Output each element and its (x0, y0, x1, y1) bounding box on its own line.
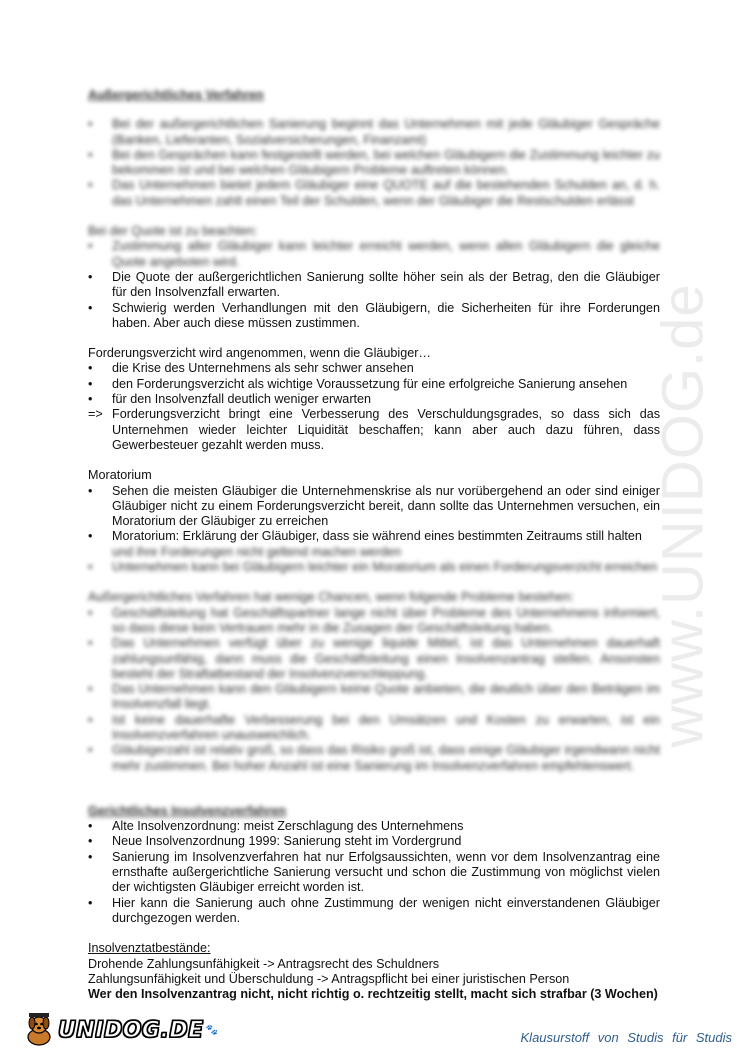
list-item: • Sehen die meisten Gläubiger die Unternehmenskrise als nur vorübergehend an oder sind einiger Gläubiger nicht zu einem Forderungsverzicht bereit, dann sollte das Unternehmen versuchen, ein Moratorium der Gläubiger zu erreichen (88, 483, 660, 529)
section-heading: Außergerichtliches Verfahren (88, 88, 264, 102)
tatbestaende-title: Insolvenztatbestände: (88, 941, 211, 956)
logo-text: UNIDOG.DE (58, 1017, 204, 1043)
paw-icon: 🐾 (205, 1024, 219, 1036)
quote-list (88, 270, 660, 331)
tatbestand-line-bold: Wer den Insolvenzantrag nicht, nicht richtig o. rechtzeitig stellt, macht sich strafbar (3 Wochen) (88, 987, 658, 1002)
list-item: • Sanierung im Insolvenzverfahren hat nur Erfolgsaussichten, wenn vor dem Insolvenzantrag eine ernsthafte außergerichtliche Sanierung versucht und schon die Zustimmung von möglichst vielen der wichtigsten Gläubiger erreicht worden ist. (88, 849, 660, 895)
list-item: • Das Unternehmen bietet jedem Gläubiger eine QUOTE auf die bestehenden Schulden an, d. h. das Unternehmen zahlt einen Teil der Schulden, wenn der Gläubiger die Restschulden erlässt (88, 178, 660, 208)
list-item: • Hier kann die Sanierung auch ohne Zustimmung der wenigen nicht einverstandenen Gläubiger durchgezogen werden. (88, 895, 660, 925)
list-item: • Unternehmen kann bei Gläubigern leichter ein Moratorium als einen Forderungsverzicht erreichen (88, 560, 658, 575)
list-item: • Alte Insolvenzordnung: meist Zerschlagung des Unternehmens (88, 819, 464, 834)
tatbestand-line: Drohende Zahlungsunfähigkeit -> Antragsrecht des Schuldners (88, 956, 440, 971)
list-item: • Bei den Gesprächen kann festgestellt werden, bei welchen Gläubigern die Zustimmung leichter zu bekommen ist und bei welchen Gläubigern Probleme auftreten können. (88, 147, 660, 178)
blurred-section-2: Außergerichtliches Verfahren hat wenige Chancen, wenn folgende Probleme bestehen: • Geschäftsleitung hat Geschäftspartner lange nicht über Probleme des Unternehmens informiert, so dass diese kein Vertrauen mehr in die Zusagen der Geschäftsleitung haben. • Das Unternehmen verfügt über zu wenige liquide Mittel, ist das Unternehmen dauerhaft zahlungsunfähig, dann muss die Geschäftsleitung einen Insolvenzantrag stellen. Ansonsten besteht der Straftatbestand der Insolvenzverschleppung. • Das Unternehmen kann den Gläubigern keine Quote anbieten, die deutlich über den Beträgen im Insolvenzfall liegt. • Ist keine dauerhafte Verbesserung bei den Umsätzen und Kosten zu erwarten, ist ein Insolvenzverfahren unausweichlich. • Gläubigerzahl ist relativ groß, so dass das Risiko groß ist, dass einige Gläubiger irgendwann nicht mehr zustimmen. Bei hoher Anzahl ist eine Sanierung im Insolvenzverfahren empfehlenswert. (88, 590, 660, 773)
moratorium-list (88, 484, 660, 576)
watermark: www.UNIDOG.de (650, 282, 716, 748)
tatbestand-line: Zahlungsunfähigkeit und Überschuldung -> Antragspflicht bei einer juristischen Person (88, 971, 570, 986)
moratorium-title: Moratorium (88, 468, 152, 483)
list-item: • Die Quote der außergerichtlichen Sanierung sollte höher sein als der Betrag, den die Gläubiger für den Insolvenzfall erwarten. (88, 269, 660, 300)
blurred-section-1 (88, 88, 660, 270)
list-item: • Das Unternehmen verfügt über zu wenige liquide Mittel, ist das Unternehmen dauerhaft zahlungsunfähig, dann muss die Geschäftsleitung einen Insolvenzantrag stellen. Ansonsten besteht der Straftatbestand der Insolvenzverschleppung. (88, 636, 660, 681)
gerichtlich-heading: Gerichtliches Insolvenzverfahren (88, 803, 287, 818)
list-item: • Das Unternehmen kann den Gläubigern keine Quote anbieten, die deutlich über den Beträgen im Insolvenzfall liegt. (88, 682, 660, 712)
footer-tagline: Klausurstoff von Studis für Studis (520, 1030, 732, 1045)
quote-intro: Bei der Quote ist zu beachten: (88, 224, 258, 239)
list-item: • Moratorium: Erklärung der Gläubiger, dass sie während eines bestimmten Zeitraums still halten und ihre Forderungen nicht geltend machen werden (88, 529, 642, 559)
list-item: • Neue Insolvenzordnung 1999: Sanierung steht im Vordergrund (88, 834, 462, 849)
dog-icon (24, 1013, 54, 1047)
bullet-list (88, 117, 660, 209)
list-item: • Geschäftsleitung hat Geschäftspartner lange nicht über Probleme des Unternehmens informiert, so dass diese kein Vertrauen mehr in die Zusagen der Geschäftsleitung haben. (88, 605, 660, 635)
list-item: • Ist keine dauerhafte Verbesserung bei den Umsätzen und Kosten zu erwarten, ist ein Insolvenzverfahren unausweichlich. (88, 712, 660, 742)
forderungsverzicht-list (88, 361, 660, 407)
forderungsverzicht-conclusion: => Forderungsverzicht bringt eine Verbesserung des Verschuldungsgrades, so dass sich das Unternehmen wieder leichter Liquidität beschaffen; kann aber auch dazu führen, dass Gewerbesteuer gezahlt werden muss. (88, 407, 660, 452)
forderungsverzicht-intro: Forderungsverzicht wird angenommen, wenn die Gläubiger… (88, 346, 432, 361)
list-item: • den Forderungsverzicht als wichtige Voraussetzung für eine erfolgreiche Sanierung ansehen (88, 376, 628, 391)
list-item: • Zustimmung aller Gläubiger kann leichter erreicht werden, wenn allen Gläubigern die gleiche Quote angeboten wird. (88, 239, 660, 269)
list-item: • Schwierig werden Verhandlungen mit den Gläubigern, die Sicherheiten für ihre Forderungen haben. Aber auch diese müssen zustimmen. (88, 300, 660, 330)
unidog-logo (24, 1010, 224, 1050)
list-item: • Gläubigerzahl ist relativ groß, so dass das Risiko groß ist, dass einige Gläubiger irgendwann nicht mehr zustimmen. Bei hoher Anzahl ist eine Sanierung im Insolvenzverfahren empfehlenswert. (88, 743, 660, 773)
gerichtlich-list (88, 819, 660, 926)
list-item: • die Krise des Unternehmens als sehr schwer ansehen (88, 361, 414, 376)
document-content (88, 88, 660, 1002)
arrow-symbol: => (88, 407, 103, 422)
list-item: • Bei der außergerichtlichen Sanierung beginnt das Unternehmen mit jede Gläubiger Gespräche (Banken, Lieferanten, Sozialversicherungen, Finanzamt) (88, 117, 660, 147)
list-item: • für den Insolvenzfall deutlich weniger erwarten (88, 392, 372, 407)
